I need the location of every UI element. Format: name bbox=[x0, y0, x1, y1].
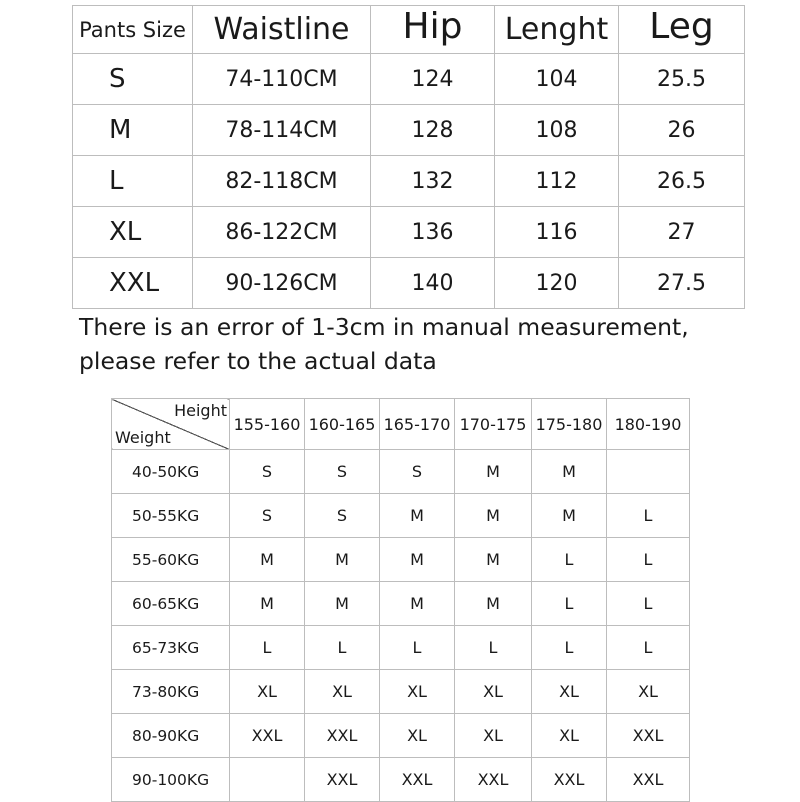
size-cell: XXL bbox=[380, 758, 455, 802]
weight-range-label: 65-73KG bbox=[112, 626, 230, 670]
size-cell: XL bbox=[380, 670, 455, 714]
table-row bbox=[112, 494, 690, 538]
size-cell: M bbox=[532, 450, 607, 494]
height-range-header: 175-180 bbox=[532, 399, 607, 450]
waistline-value: 78-114CM bbox=[193, 105, 371, 156]
size-cell: M bbox=[305, 582, 380, 626]
waistline-value: 86-122CM bbox=[193, 207, 371, 258]
length-value: 104 bbox=[495, 54, 619, 105]
waistline-value: 82-118CM bbox=[193, 156, 371, 207]
recommendation-header-row bbox=[112, 399, 690, 450]
size-cell: L bbox=[532, 538, 607, 582]
size-cell: M bbox=[305, 538, 380, 582]
size-cell: M bbox=[532, 494, 607, 538]
table-row bbox=[112, 450, 690, 494]
size-cell: XXL bbox=[305, 714, 380, 758]
height-range-header: 160-165 bbox=[305, 399, 380, 450]
leg-value: 27 bbox=[619, 207, 745, 258]
weight-range-label: 50-55KG bbox=[112, 494, 230, 538]
size-cell: L bbox=[455, 626, 532, 670]
size-cell: L bbox=[380, 626, 455, 670]
size-cell: S bbox=[380, 450, 455, 494]
table-row bbox=[73, 156, 745, 207]
height-weight-corner-cell bbox=[112, 399, 230, 450]
hip-value: 132 bbox=[371, 156, 495, 207]
size-label: XL bbox=[73, 207, 193, 258]
size-chart-header-row bbox=[73, 6, 745, 54]
size-cell: M bbox=[230, 582, 305, 626]
waistline-value: 74-110CM bbox=[193, 54, 371, 105]
size-cell: L bbox=[532, 582, 607, 626]
height-range-header: 170-175 bbox=[455, 399, 532, 450]
size-cell: L bbox=[607, 582, 690, 626]
size-chart-table bbox=[72, 5, 745, 309]
note-line: There is an error of 1-3cm in manual measurement, bbox=[79, 313, 689, 341]
size-cell: L bbox=[607, 494, 690, 538]
size-cell: XL bbox=[532, 670, 607, 714]
table-row bbox=[73, 105, 745, 156]
header-leg: Leg bbox=[619, 6, 745, 54]
height-range-header: 180-190 bbox=[607, 399, 690, 450]
weight-range-label: 55-60KG bbox=[112, 538, 230, 582]
leg-value: 27.5 bbox=[619, 258, 745, 309]
table-row bbox=[73, 54, 745, 105]
table-row bbox=[112, 670, 690, 714]
size-cell: M bbox=[380, 538, 455, 582]
size-cell: M bbox=[455, 538, 532, 582]
size-cell: XXL bbox=[607, 714, 690, 758]
leg-value: 26.5 bbox=[619, 156, 745, 207]
table-row bbox=[112, 758, 690, 802]
size-cell: M bbox=[230, 538, 305, 582]
table-row bbox=[112, 582, 690, 626]
size-cell: XL bbox=[380, 714, 455, 758]
size-cell: XL bbox=[532, 714, 607, 758]
size-cell: M bbox=[380, 582, 455, 626]
table-row bbox=[112, 538, 690, 582]
size-cell: XXL bbox=[607, 758, 690, 802]
corner-height-label: Height bbox=[174, 401, 227, 420]
table-row bbox=[73, 207, 745, 258]
header-waistline: Waistline bbox=[193, 6, 371, 54]
size-cell: S bbox=[230, 450, 305, 494]
leg-value: 26 bbox=[619, 105, 745, 156]
weight-range-label: 60-65KG bbox=[112, 582, 230, 626]
table-row bbox=[73, 258, 745, 309]
hip-value: 128 bbox=[371, 105, 495, 156]
hip-value: 124 bbox=[371, 54, 495, 105]
size-cell: M bbox=[455, 494, 532, 538]
size-cell: XL bbox=[455, 714, 532, 758]
size-cell: M bbox=[455, 450, 532, 494]
size-label: L bbox=[73, 156, 193, 207]
note-line: please refer to the actual data bbox=[79, 347, 437, 375]
table-row bbox=[112, 714, 690, 758]
size-recommendation-table bbox=[111, 398, 690, 802]
size-cell: L bbox=[230, 626, 305, 670]
leg-value: 25.5 bbox=[619, 54, 745, 105]
weight-range-label: 90-100KG bbox=[112, 758, 230, 802]
measurement-note bbox=[79, 310, 779, 378]
size-cell: L bbox=[607, 538, 690, 582]
size-cell: XL bbox=[305, 670, 380, 714]
hip-value: 136 bbox=[371, 207, 495, 258]
header-pants-size: Pants Size bbox=[73, 6, 193, 54]
length-value: 112 bbox=[495, 156, 619, 207]
size-label: XXL bbox=[73, 258, 193, 309]
size-cell bbox=[230, 758, 305, 802]
header-hip: Hip bbox=[371, 6, 495, 54]
weight-range-label: 73-80KG bbox=[112, 670, 230, 714]
size-cell: XXL bbox=[532, 758, 607, 802]
weight-range-label: 80-90KG bbox=[112, 714, 230, 758]
table-row bbox=[112, 626, 690, 670]
waistline-value: 90-126CM bbox=[193, 258, 371, 309]
size-cell: S bbox=[305, 494, 380, 538]
header-length: Lenght bbox=[495, 6, 619, 54]
size-label: M bbox=[73, 105, 193, 156]
size-cell: L bbox=[532, 626, 607, 670]
hip-value: 140 bbox=[371, 258, 495, 309]
size-cell: S bbox=[230, 494, 305, 538]
size-label: S bbox=[73, 54, 193, 105]
size-cell bbox=[607, 450, 690, 494]
height-range-header: 155-160 bbox=[230, 399, 305, 450]
size-cell: XXL bbox=[455, 758, 532, 802]
size-cell: M bbox=[380, 494, 455, 538]
length-value: 116 bbox=[495, 207, 619, 258]
size-cell: XL bbox=[607, 670, 690, 714]
weight-range-label: 40-50KG bbox=[112, 450, 230, 494]
size-cell: L bbox=[305, 626, 380, 670]
size-cell: M bbox=[455, 582, 532, 626]
size-cell: XL bbox=[230, 670, 305, 714]
corner-weight-label: Weight bbox=[115, 428, 171, 447]
size-cell: S bbox=[305, 450, 380, 494]
length-value: 120 bbox=[495, 258, 619, 309]
size-cell: XL bbox=[455, 670, 532, 714]
length-value: 108 bbox=[495, 105, 619, 156]
size-cell: XXL bbox=[230, 714, 305, 758]
size-cell: XXL bbox=[305, 758, 380, 802]
height-range-header: 165-170 bbox=[380, 399, 455, 450]
size-cell: L bbox=[607, 626, 690, 670]
